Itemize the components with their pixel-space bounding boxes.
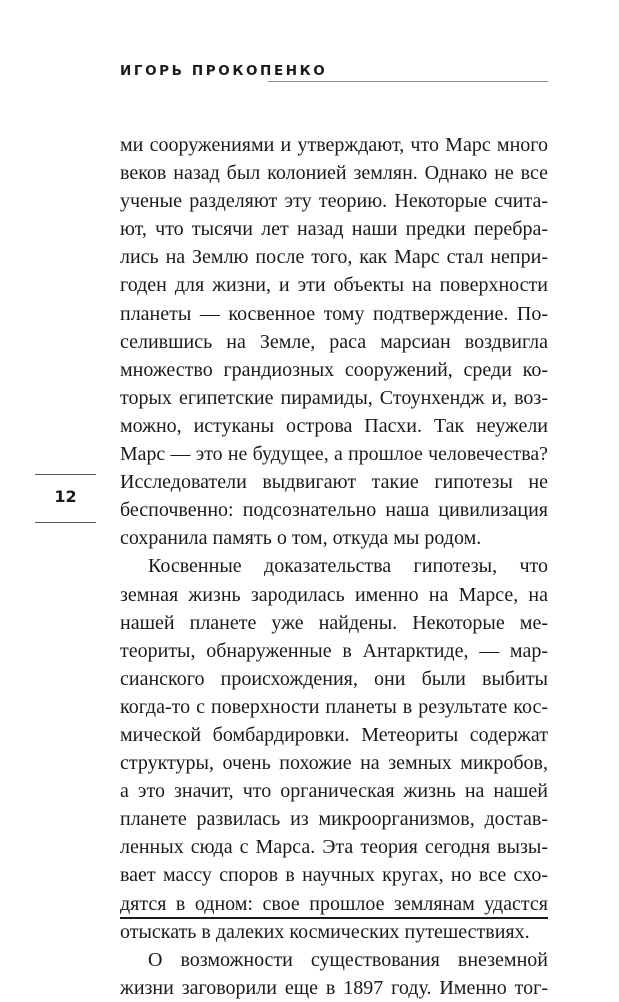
text-line: торых египетские пирамиды, Стоунхендж и, воз-: [120, 386, 548, 409]
paragraph-start-line: О возможности существования внеземной: [148, 948, 548, 971]
text-line: ми сооружениями и утверждают, что Марс много: [120, 134, 548, 156]
text-line: жизни заговорили еще в 1897 году. Именно тог-: [120, 976, 548, 999]
text-line: множество грандиозных сооружений, среди ко-: [120, 358, 548, 381]
text-line: теориты, обнаруженные в Антарктиде, — мар-: [120, 639, 548, 662]
text-line: планеты — косвенное тому подтверждение. По-: [120, 302, 548, 325]
page-number: 12: [54, 487, 77, 506]
text-line: веков назад был колонией землян. Однако не все: [120, 162, 548, 185]
text-line: структуры, очень похожие на земных микробов,: [120, 752, 548, 775]
footer-rule: [120, 917, 548, 919]
text-line: селившись на Земле, раса марсиан воздвигла: [120, 330, 548, 353]
text-line: когда-то с поверхности планеты в результате кос-: [120, 695, 548, 718]
running-head-author: ИГОРЬ ПРОКОПЕНКО: [120, 63, 328, 79]
text-line: сианского происхождения, они были выбиты: [120, 667, 548, 690]
text-line: Исследователи выдвигают такие гипотезы не: [120, 471, 548, 494]
body-text: [120, 131, 548, 1002]
text-line: ленных сюда с Марса. Эта теория сегодня вызы-: [120, 836, 548, 859]
text-line: земная жизнь зародилась именно на Марсе, на: [120, 583, 548, 606]
text-line: годен для жизни, и эти объекты на поверхности: [120, 274, 548, 297]
text-line: ученые разделяют эту теорию. Некоторые счита-: [120, 190, 548, 213]
text-line: планете развилась из микроорганизмов, достав-: [120, 808, 548, 831]
text-line: дятся в одном: свое прошлое землянам удастся: [120, 892, 548, 915]
paragraph-end-line: сохранила память о том, откуда мы родом.: [120, 527, 482, 550]
text-line: ют, что тысячи лет назад наши предки перебра-: [120, 218, 548, 241]
folio-bottom-rule: [35, 522, 96, 523]
paragraph-start-line: Косвенные доказательства гипотезы, что: [148, 555, 548, 578]
text-line: беспочвенно: подсознательно наша цивилизация: [120, 499, 548, 522]
text-line: Марс — это не будущее, а прошлое человечества?: [120, 443, 548, 466]
folio-top-rule: [35, 474, 96, 475]
text-line: мической бомбардировки. Метеориты содержат: [120, 723, 548, 746]
paragraph-end-line: отыскать в далеких космических путешествиях.: [120, 920, 530, 943]
text-line: лись на Землю после того, как Марс стал непри-: [120, 246, 548, 269]
text-line: можно, истуканы острова Пасхи. Так неужели: [120, 414, 548, 437]
text-line: а это значит, что органическая жизнь на нашей: [120, 780, 548, 803]
text-line: нашей планете уже найдены. Некоторые ме-: [120, 611, 548, 634]
running-head-rule: [268, 81, 548, 82]
text-line: вает массу споров в научных кругах, но все схо-: [120, 864, 548, 887]
